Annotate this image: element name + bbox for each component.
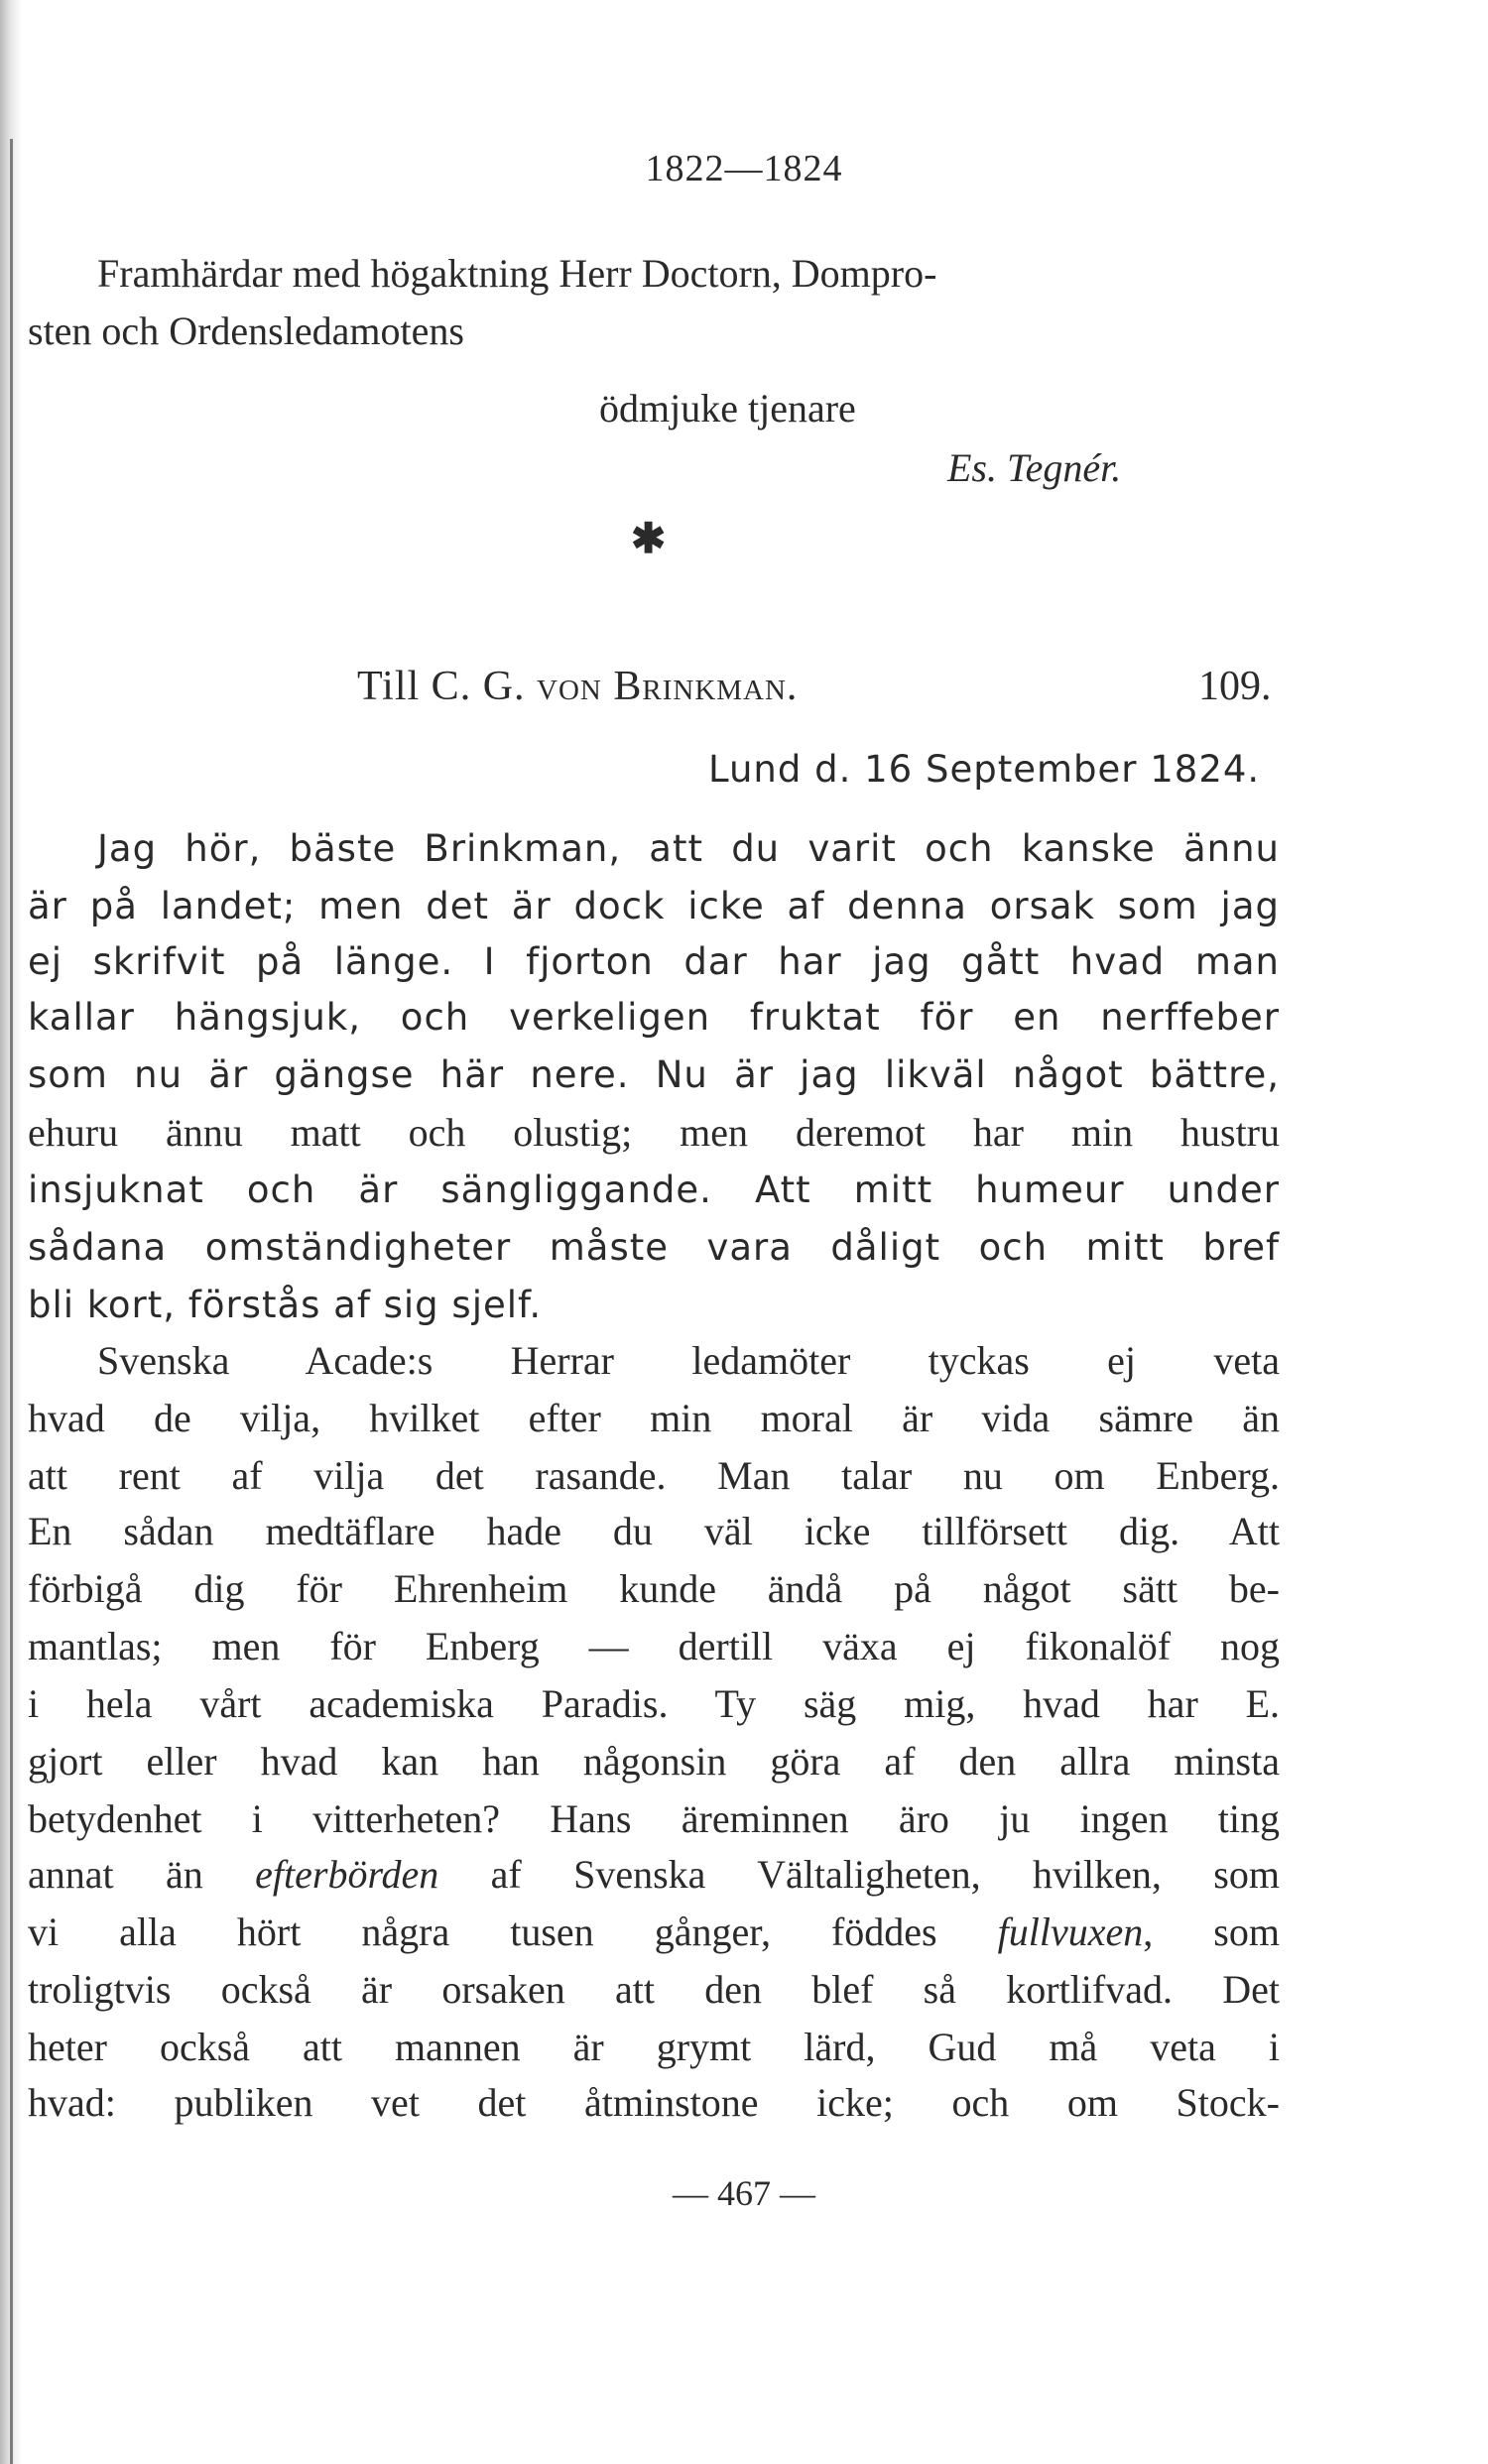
gutter-line xyxy=(10,139,13,2464)
body-line: är på landet; men det är dock icke af denna orsak som jag xyxy=(28,885,1280,927)
body-line-text: annat än xyxy=(28,1852,256,1897)
body-line: hvad: publiken vet det åtminstone icke; och om Stock- xyxy=(28,2080,1280,2125)
body-line: gjort eller hvad kan han någonsin göra af den allra minsta xyxy=(28,1739,1280,1784)
body-line: betydenhet i vitterheten? Hans äreminnen äro ju ingen ting xyxy=(28,1796,1280,1841)
letter-heading xyxy=(357,663,798,710)
body-line: att rent af vilja det rasande. Man talar nu om Enberg. xyxy=(28,1453,1280,1498)
body-line: ehuru ännu matt och olustig; men deremot har min hustru xyxy=(28,1110,1280,1155)
body-line-text: vi alla hört några tusen gånger, föddes xyxy=(28,1910,998,1954)
body-line: ej skrifvit på länge. I fjorton dar har jag gått hvad man xyxy=(28,940,1280,983)
body-line: sådana omständigheter måste vara dåligt och mitt bref xyxy=(28,1226,1280,1269)
previous-letter-line: Framhärdar med högaktning Herr Doctorn, Dompro- xyxy=(97,251,937,296)
letter-recipient-name: von Brinkman. xyxy=(537,664,799,709)
italic-word: efterbörden xyxy=(255,1852,439,1897)
body-line xyxy=(28,1909,1280,1960)
previous-letter-closing: ödmjuke tjenare xyxy=(599,386,856,431)
body-line: kallar hängsjuk, och verkeligen fruktat för en nerffeber xyxy=(28,996,1280,1039)
body-line: förbigå dig för Ehrenheim kunde ändå på något sätt be- xyxy=(28,1566,1280,1611)
previous-letter-line: sten och Ordensledamotens xyxy=(28,308,464,353)
body-line: i hela vårt academiska Paradis. Ty säg mig, hvad har E. xyxy=(28,1681,1280,1726)
previous-letter-signature: Es. Tegnér. xyxy=(947,445,1122,490)
page-number: — 467 — xyxy=(673,2173,815,2213)
letter-heading-prefix: Till C. G. xyxy=(357,664,538,709)
body-line: Svenska Acade:s Herrar ledamöter tyckas ej veta xyxy=(97,1338,1280,1383)
italic-word: fullvuxen xyxy=(997,1910,1144,1954)
body-line: heter också att mannen är grymt lärd, Gud må veta i xyxy=(28,2025,1280,2069)
body-line: Jag hör, bäste Brinkman, att du varit och kanske ännu xyxy=(97,827,1280,870)
letter-number: 109. xyxy=(1198,664,1272,709)
body-line: mantlas; men för Enberg — dertill växa ej fikonalöf nog xyxy=(28,1624,1280,1668)
running-head: 1822—1824 xyxy=(645,148,843,189)
body-line xyxy=(28,1851,1280,1903)
separator-asterism: ✱ xyxy=(631,517,667,562)
body-line-text: , som xyxy=(1143,1910,1280,1954)
body-line: bli kort, förstås af sig sjelf. xyxy=(28,1284,543,1326)
body-line: hvad de vilja, hvilket efter min moral är vida sämre än xyxy=(28,1396,1280,1440)
body-line: som nu är gängse här nere. Nu är jag likväl något bättre, xyxy=(28,1053,1280,1096)
body-line-text: af Svenska Vältaligheten, hvilken, som xyxy=(438,1852,1280,1897)
letter-dateline: Lund d. 16 September 1824. xyxy=(708,748,1261,791)
body-line: En sådan medtäflare hade du väl icke tillförsett dig. Att xyxy=(28,1509,1280,1553)
body-line: troligtvis också är orsaken att den blef så kortlifvad. Det xyxy=(28,1967,1280,2012)
body-line: insjuknat och är sängliggande. Att mitt humeur under xyxy=(28,1169,1280,1211)
